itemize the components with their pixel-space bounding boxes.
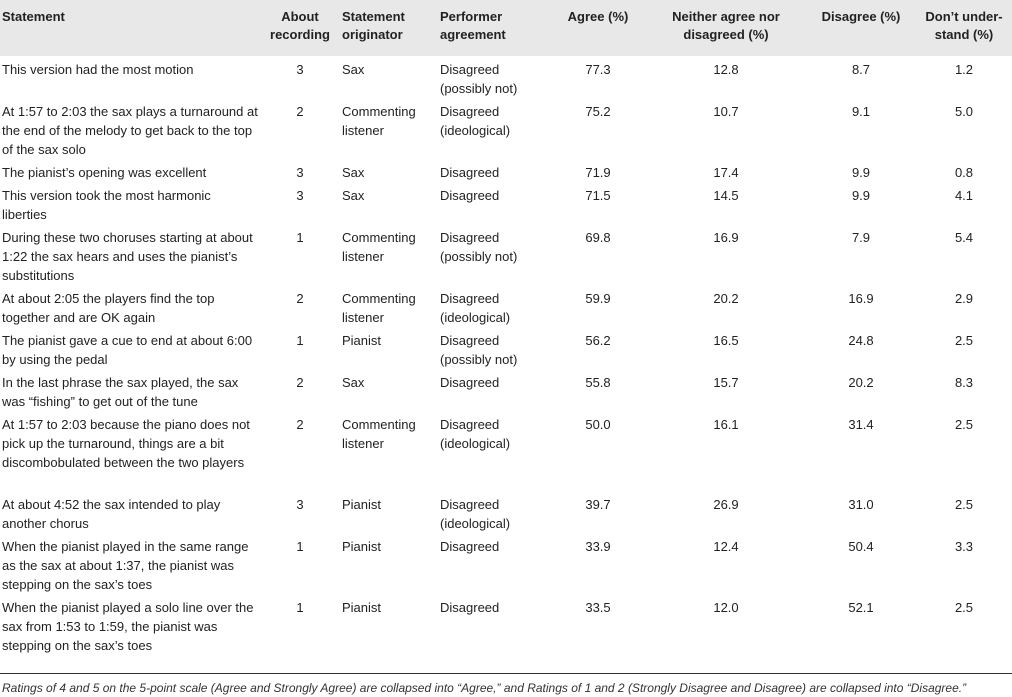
cell-performer: Disagreed (ideological) [440,291,511,325]
cell-recording: 1 [296,333,304,348]
cell-performer: Disagreed [440,600,500,615]
cell-agree: 77.3 [585,62,611,77]
cell-dont: 5.4 [954,230,974,245]
cell-dont: 2.5 [954,497,974,512]
cell-neither: 10.7 [713,104,739,119]
cell-statement: At 1:57 to 2:03 because the piano does not pick up the turnaround, things are a bit discombobulated between the two players [2,417,250,470]
cell-agree: 69.8 [585,230,611,245]
cell-neither: 12.0 [713,600,739,615]
cell-dont: 0.8 [954,165,974,180]
table-row [0,56,1012,98]
cell-performer: Disagreed (ideological) [440,104,511,138]
cell-recording: 3 [296,62,304,77]
cell-neither: 16.9 [713,230,739,245]
cell-disagree: 31.4 [848,417,874,432]
cell-dont: 4.1 [954,188,974,203]
cell-agree: 71.9 [585,165,611,180]
cell-disagree: 9.9 [851,188,871,203]
table-row [0,491,1012,533]
table-row [0,594,1012,655]
cell-statement: This version had the most motion [2,62,194,77]
cell-statement: The pianist gave a cue to end at about 6:00 by using the pedal [2,333,253,367]
cell-disagree: 50.4 [848,539,874,554]
cell-dont: 2.5 [954,417,974,432]
cell-recording: 1 [296,600,304,615]
cell-originator: Commenting listener [342,291,416,325]
table-row [0,533,1012,594]
cell-originator: Commenting listener [342,417,416,451]
cell-statement: During these two choruses starting at about 1:22 the sax hears and uses the pianist’s substitutions [2,230,253,283]
cell-dont: 2.9 [954,291,974,306]
cell-agree: 55.8 [585,375,611,390]
table-row [0,327,1012,369]
cell-agree: 71.5 [585,188,611,203]
cell-recording: 3 [296,497,304,512]
cell-agree: 39.7 [585,497,611,512]
header-row [0,0,1012,56]
header-neither: Neither agree nor disagreed (%) [672,9,780,42]
cell-performer: Disagreed (possibly not) [440,230,518,264]
table-row [0,98,1012,159]
cell-agree: 75.2 [585,104,611,119]
cell-neither: 12.8 [713,62,739,77]
cell-originator: Commenting listener [342,230,416,264]
cell-statement: At about 4:52 the sax intended to play another chorus [2,497,221,531]
cell-recording: 3 [296,165,304,180]
table-row [0,285,1012,327]
cell-recording: 1 [296,230,304,245]
cell-originator: Pianist [342,600,382,615]
cell-recording: 2 [296,417,304,432]
cell-recording: 2 [296,375,304,390]
cell-disagree: 9.1 [851,104,871,119]
cell-recording: 2 [296,291,304,306]
cell-recording: 3 [296,188,304,203]
cell-performer: Disagreed (possibly not) [440,62,518,96]
cell-disagree: 7.9 [851,230,871,245]
cell-disagree: 9.9 [851,165,871,180]
cell-performer: Disagreed [440,165,500,180]
cell-originator: Sax [342,375,365,390]
cell-disagree: 31.0 [848,497,874,512]
cell-agree: 33.5 [585,600,611,615]
cell-originator: Sax [342,165,365,180]
cell-statement: The pianist’s opening was excellent [2,165,207,180]
cell-dont: 1.2 [954,62,974,77]
cell-neither: 14.5 [713,188,739,203]
cell-originator: Pianist [342,333,382,348]
cell-agree: 50.0 [585,417,611,432]
cell-dont: 3.3 [954,539,974,554]
cell-neither: 16.5 [713,333,739,348]
cell-recording: 1 [296,539,304,554]
cell-statement: In the last phrase the sax played, the sax was “fishing” to get out of the tune [2,375,239,409]
cell-disagree: 8.7 [851,62,871,77]
cell-performer: Disagreed (possibly not) [440,333,518,367]
header-disagree: Disagree (%) [821,9,901,24]
table-row [0,369,1012,411]
cell-dont: 2.5 [954,333,974,348]
cell-performer: Disagreed (ideological) [440,417,511,451]
cell-dont: 8.3 [954,375,974,390]
header-performer-agreement: Performer agreement [440,9,506,42]
cell-originator: Sax [342,62,365,77]
cell-originator: Pianist [342,497,382,512]
cell-performer: Disagreed [440,375,500,390]
cell-statement: When the pianist played a solo line over the sax from 1:53 to 1:59, the pianist was stepping on the sax’s toes [2,600,254,653]
cell-agree: 59.9 [585,291,611,306]
table-row [0,411,1012,491]
cell-statement: When the pianist played in the same range as the sax at about 1:37, the pianist was stepping on the sax’s toes [2,539,249,592]
cell-statement: At 1:57 to 2:03 the sax plays a turnaround at the end of the melody to get back to the top of the sax solo [2,104,258,157]
header-agree: Agree (%) [567,9,629,24]
header-statement: Statement [2,9,65,24]
cell-performer: Disagreed [440,539,500,554]
cell-disagree: 52.1 [848,600,874,615]
table-row [0,182,1012,224]
cell-originator: Pianist [342,539,382,554]
cell-neither: 17.4 [713,165,739,180]
bottom-rule [0,673,1012,674]
cell-originator: Commenting listener [342,104,416,138]
cell-disagree: 24.8 [848,333,874,348]
cell-originator: Sax [342,188,365,203]
cell-disagree: 16.9 [848,291,874,306]
cell-neither: 20.2 [713,291,739,306]
cell-recording: 2 [296,104,304,119]
cell-neither: 12.4 [713,539,739,554]
cell-performer: Disagreed (ideological) [440,497,511,531]
header-dont-understand: Don’t under-stand (%) [925,9,1003,42]
header-about-recording: About recording [270,9,330,42]
table-row [0,224,1012,285]
cell-dont: 5.0 [954,104,974,119]
cell-disagree: 20.2 [848,375,874,390]
cell-dont: 2.5 [954,600,974,615]
cell-neither: 16.1 [713,417,739,432]
cell-agree: 56.2 [585,333,611,348]
cell-statement: This version took the most harmonic liberties [2,188,211,222]
header-statement-originator: Statement originator [342,9,405,42]
cell-performer: Disagreed [440,188,500,203]
cell-neither: 15.7 [713,375,739,390]
cell-statement: At about 2:05 the players find the top together and are OK again [2,291,215,325]
table-footnote: Ratings of 4 and 5 on the 5-point scale (Agree and Strongly Agree) are collapsed into “Agree,” and Ratings of 1 and 2 (Strongly Disagree and Disagree) are collapsed into “Disagree.” [2,681,967,695]
cell-neither: 26.9 [713,497,739,512]
table-row [0,159,1012,182]
cell-agree: 33.9 [585,539,611,554]
